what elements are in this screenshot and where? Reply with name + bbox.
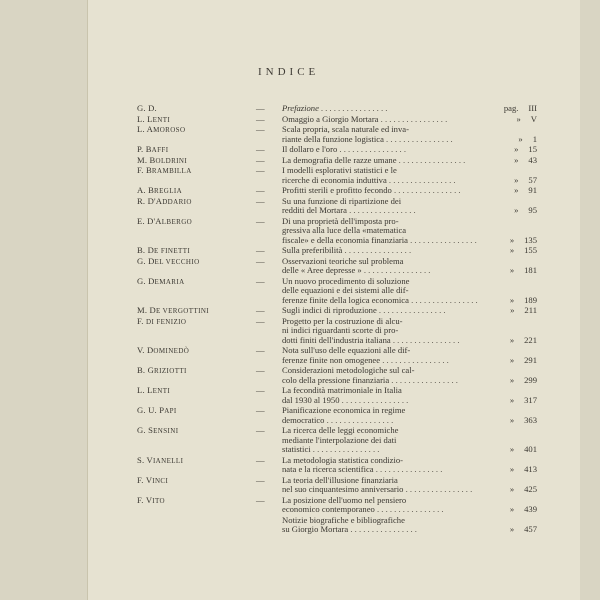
toc-author-surname: ENTI: [152, 115, 171, 124]
toc-title-line: La teoria dell'illusione finanziaria: [282, 474, 398, 485]
toc-title: [282, 317, 462, 346]
toc-author-initial: G. U. P: [137, 405, 165, 415]
toc-title-line: statistici . . . . . . . . . . . . . . . .: [282, 444, 380, 454]
toc-title-line: Il dollaro e l'oro . . . . . . . . . . . . . . . .: [282, 144, 406, 154]
toc-entry: [137, 197, 537, 216]
toc-entry: [137, 277, 537, 306]
toc-author: [137, 386, 247, 397]
toc-author-surname: INCI: [152, 476, 169, 485]
toc-entry: [137, 306, 537, 316]
toc-author-initial: G. D: [137, 275, 155, 286]
toc-title-line: Omaggio a Giorgio Mortara . . . . . . . . . . . . . . . .: [282, 113, 448, 124]
toc-dash: —: [256, 385, 265, 395]
toc-title-line: La demografia delle razze umane . . . . . . . . . . . . . . . .: [282, 154, 466, 165]
toc-author-initial: G. D.: [137, 103, 157, 113]
toc-title: [282, 346, 462, 365]
toc-entry: [137, 104, 537, 114]
book-page: [88, 0, 580, 600]
toc-page-number: » 15: [514, 144, 537, 154]
toc-dash: —: [256, 124, 265, 134]
toc-page-number: » 95: [514, 205, 537, 215]
toc-title: [282, 246, 462, 256]
toc-title-line: mediante l'interpolazione dei dati: [282, 434, 397, 445]
toc-dash: —: [256, 405, 265, 415]
toc-author: [137, 166, 247, 177]
toc-entry: [137, 246, 537, 256]
toc-title: [282, 145, 462, 155]
toc-author: [137, 496, 247, 507]
toc-author-initial: L. L: [137, 385, 153, 395]
toc-author-initial: V. D: [137, 345, 154, 355]
toc-dash: —: [256, 305, 265, 315]
page-title: INDICE: [258, 66, 320, 78]
toc-entry: [137, 125, 537, 144]
toc-title-line: Di una proprietà dell'imposta pro-: [282, 215, 399, 226]
toc-dash: —: [256, 245, 265, 255]
toc-page-number: » 91: [514, 185, 537, 195]
toc-title-line: Notizie biografiche e bibliografiche: [282, 514, 405, 525]
toc-dash: —: [256, 365, 265, 375]
toc-author: [137, 277, 247, 288]
toc-page-number: » 181: [509, 265, 537, 275]
toc-author-surname: EMARIA: [154, 277, 185, 286]
toc-title: [282, 496, 462, 515]
toc-title: [282, 426, 462, 455]
toc-entry: [137, 217, 537, 246]
toc-page-number: » 291: [509, 354, 537, 365]
toc-page-number: » 189: [509, 294, 537, 305]
toc-title-line: Prefazione . . . . . . . . . . . . . . . .: [282, 103, 388, 113]
toc-author-initial: M. B: [137, 154, 156, 165]
toc-dash: —: [256, 215, 265, 226]
toc-title: [282, 474, 473, 495]
toc-title: [282, 186, 462, 196]
toc-dash: —: [256, 165, 265, 175]
toc-author-surname: API: [164, 407, 177, 415]
toc-entry: [137, 406, 537, 425]
toc-page-number: » 43: [514, 154, 537, 165]
table-of-contents: [137, 104, 537, 536]
toc-entry: [137, 166, 537, 185]
toc-title: [282, 306, 462, 316]
toc-entry: [137, 317, 537, 346]
toc-author-surname: IANELLI: [152, 456, 184, 465]
toc-author-surname: EL VECCHIO: [154, 257, 200, 266]
toc-title: [282, 125, 462, 144]
toc-dash: —: [256, 154, 265, 165]
toc-title: [282, 406, 462, 425]
toc-author-surname: OLDRINI: [155, 156, 188, 165]
toc-title-line: riante della funzione logistica . . . . . . . . . . . . . . . .: [282, 133, 453, 144]
toc-author: [137, 306, 247, 317]
toc-title: [282, 366, 462, 385]
toc-dash: —: [256, 474, 265, 485]
toc-title-line: nata e la ricerca scientifica . . . . . . . . . . . . . . . .: [282, 464, 443, 474]
toc-title-line: Progetto per la costruzione di alcu-: [282, 315, 403, 326]
toc-entry: [137, 456, 537, 475]
toc-title-line: Sulla preferibilità . . . . . . . . . . . . . . . .: [282, 245, 412, 255]
toc-entry: [137, 496, 537, 515]
toc-title-line: Scala propria, scala naturale ed inva-: [282, 124, 409, 134]
toc-author-initial: G. D: [137, 255, 155, 266]
toc-title-line: Osservazioni teoriche sul problema: [282, 255, 404, 266]
toc-author-surname: ITO: [152, 496, 165, 505]
toc-title: [282, 257, 462, 276]
toc-entry: [137, 186, 537, 196]
toc-entry: [137, 426, 537, 455]
toc-author: [137, 217, 247, 228]
toc-author-surname: OMINEDÒ: [153, 347, 190, 355]
toc-page-number: » 413: [509, 464, 537, 474]
toc-title-line: delle « Aree depresse » . . . . . . . . . . . . . . . .: [282, 265, 431, 275]
toc-title: [282, 166, 462, 185]
toc-title-line: Considerazioni metodologiche sul cal-: [282, 365, 415, 375]
toc-title-line: Su una funzione di ripartizione dei: [282, 195, 402, 206]
toc-author: [137, 456, 247, 467]
toc-author-initial: S. V: [137, 454, 153, 465]
toc-author: [137, 197, 247, 208]
toc-title: [282, 115, 462, 125]
toc-author-surname: REGLIA: [154, 187, 183, 195]
toc-title: [282, 386, 462, 405]
toc-dash: —: [256, 425, 265, 435]
toc-entry: [137, 257, 537, 276]
toc-dash: —: [256, 315, 265, 326]
toc-author-initial: F. B: [137, 165, 152, 175]
toc-author-initial: B. G: [137, 365, 155, 375]
toc-page-number: » 299: [509, 374, 537, 385]
toc-title-line: La fecondità matrimoniale in Italia: [282, 385, 402, 395]
toc-author: [137, 125, 247, 136]
toc-author: [137, 476, 247, 487]
toc-dash: —: [256, 195, 265, 206]
toc-author-surname: MOROSO: [153, 126, 186, 134]
toc-title: [282, 104, 462, 114]
toc-entry: [137, 346, 537, 365]
toc-author-initial: A. B: [137, 185, 155, 195]
toc-title-line: democratico . . . . . . . . . . . . . . . .: [282, 414, 394, 425]
toc-entry: [137, 516, 537, 535]
toc-entry: [137, 145, 537, 155]
toc-author: [137, 346, 247, 357]
toc-entry: [137, 476, 537, 495]
toc-title-line: Nota sull'uso delle equazioni alle dif-: [282, 345, 411, 355]
toc-author: [137, 156, 247, 167]
toc-dash: —: [256, 185, 265, 195]
toc-author-surname: RAMBILLA: [151, 167, 192, 175]
toc-title-line: su Giorgio Mortara . . . . . . . . . . . . . . . .: [282, 524, 417, 534]
toc-author-initial: L. A: [137, 124, 154, 134]
toc-author-initial: B. D: [137, 245, 155, 255]
toc-author: [137, 406, 247, 417]
toc-author: [137, 115, 247, 126]
toc-title-line: Profitti sterili e profitto fecondo . . . . . . . . . . . . . . . .: [282, 185, 461, 195]
toc-dash: —: [256, 144, 265, 154]
toc-title: [282, 275, 478, 306]
toc-author-surname: LBERGO: [161, 217, 193, 226]
toc-page-number: » 363: [509, 414, 537, 425]
toc-title-line: ferenze finite della logica economica . . . . . . . . . . . . . . . .: [282, 294, 478, 305]
toc-title-line: economico contemporaneo . . . . . . . . . . . . . . . .: [282, 504, 444, 514]
toc-author-initial: F. V: [137, 474, 153, 485]
toc-entry: [137, 366, 537, 385]
toc-entry: [137, 386, 537, 405]
toc-author-surname: E VERGOTTINI: [155, 307, 210, 315]
toc-page-number: » 155: [509, 245, 537, 255]
toc-dash: —: [256, 454, 265, 465]
toc-title-line: I modelli esplorativi statistici e le: [282, 165, 397, 175]
toc-title-line: fiscale» e della economia finanziaria . . . . . . . . . . . . . . . .: [282, 234, 477, 245]
toc-page-number: » 1: [518, 133, 537, 144]
toc-dash: —: [256, 275, 265, 286]
toc-page-number: » 57: [514, 174, 537, 185]
toc-author-initial: P. B: [137, 144, 152, 154]
toc-dash: —: [256, 255, 265, 266]
toc-title-line: ni indici riguardanti scorte di pro-: [282, 325, 399, 335]
toc-dash: —: [256, 494, 265, 505]
toc-title: [282, 215, 477, 246]
toc-title-line: gressiva alla luce della «matematica: [282, 225, 407, 235]
toc-title: [282, 197, 462, 216]
toc-page-number: » V: [516, 113, 537, 124]
toc-author: [137, 366, 247, 377]
toc-title-line: Pianificazione economica in regime: [282, 405, 406, 415]
toc-author-surname: DI FENIZIO: [146, 317, 187, 326]
toc-author: [137, 104, 247, 115]
toc-title-line: ricerche di economia induttiva . . . . . . . . . . . . . . . .: [282, 174, 456, 185]
toc-title-line: ferenze finite non omogenee . . . . . . . . . . . . . . . .: [282, 354, 449, 365]
toc-page-number: » 439: [509, 504, 537, 514]
toc-page-number: » 457: [509, 524, 537, 534]
toc-author-surname: E FINETTI: [154, 247, 191, 255]
toc-author-surname: DDARIO: [162, 197, 192, 206]
toc-author: [137, 426, 247, 437]
toc-title-line: dal 1930 al 1950 . . . . . . . . . . . . . . . .: [282, 394, 409, 405]
toc-title-line: Sugli indici di riproduzione . . . . . . . . . . . . . . . .: [282, 305, 446, 315]
toc-author-initial: F. V: [137, 494, 153, 505]
toc-title: [282, 154, 466, 166]
toc-author: [137, 317, 247, 328]
toc-author-initial: E. D'A: [137, 215, 162, 226]
toc-author-initial: G. S: [137, 425, 154, 435]
toc-dash: —: [256, 345, 265, 355]
toc-title-line: La metodologia statistica condizio-: [282, 454, 403, 465]
toc-page-number: » 401: [509, 444, 537, 454]
toc-page-number: pag. III: [503, 103, 537, 113]
toc-title-line: colo della pressione finanziaria . . . . . . . . . . . . . . . .: [282, 374, 458, 385]
toc-author-initial: R. D'A: [137, 195, 163, 206]
toc-title: [282, 456, 462, 475]
toc-author: [137, 257, 247, 268]
toc-entry: [137, 156, 537, 166]
toc-dash: —: [256, 103, 265, 113]
toc-author-initial: L. L: [137, 113, 153, 124]
toc-title-line: La posizione dell'uomo nel pensiero: [282, 494, 407, 505]
toc-page-number: » 135: [509, 234, 537, 245]
toc-entry: [137, 115, 537, 125]
toc-title-line: redditi del Mortara . . . . . . . . . . . . . . . .: [282, 205, 416, 215]
toc-page-number: » 221: [509, 334, 537, 345]
toc-author-initial: M. D: [137, 305, 156, 315]
toc-title-line: nel suo cinquantesimo anniversario . . . . . . . . . . . . . . . .: [282, 484, 473, 494]
toc-title: [282, 516, 462, 535]
toc-title-line: delle equazioni e dei sistemi alle dif-: [282, 285, 409, 295]
toc-title-line: La ricerca delle leggi economiche: [282, 425, 399, 435]
toc-page-number: » 211: [510, 305, 537, 315]
toc-author-surname: ENTI: [152, 387, 171, 395]
toc-page-number: » 425: [509, 484, 537, 494]
toc-author-initial: F.: [137, 315, 146, 326]
toc-author-surname: RIZIOTTI: [154, 367, 187, 375]
toc-author-surname: ENSINI: [153, 427, 179, 435]
toc-page-number: » 317: [509, 394, 537, 405]
toc-dash: —: [256, 113, 265, 124]
toc-author-surname: AFFI: [151, 146, 169, 154]
toc-title-line: dotti finiti dell'industria italiana . . . . . . . . . . . . . . . .: [282, 334, 460, 345]
toc-title-line: Un nuovo procedimento di soluzione: [282, 275, 410, 286]
